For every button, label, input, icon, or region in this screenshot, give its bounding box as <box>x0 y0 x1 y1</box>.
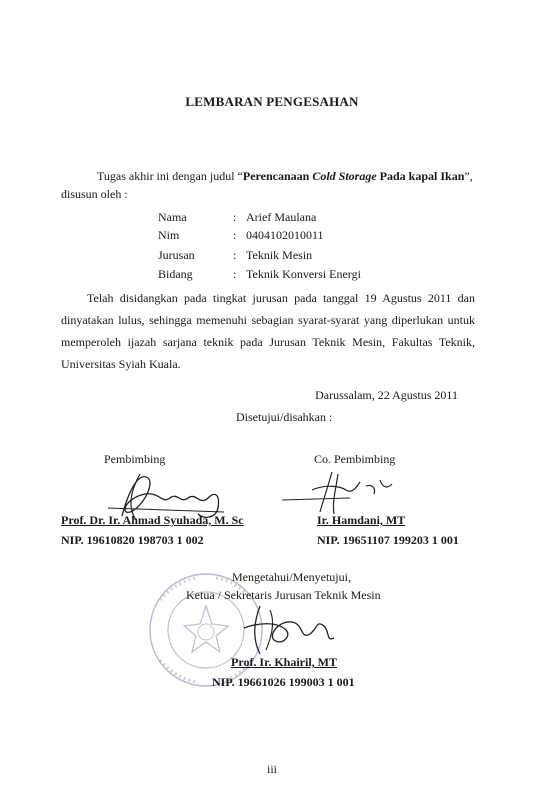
head-signature <box>230 600 350 660</box>
page-title: LEMBARAN PENGESAHAN <box>185 94 359 109</box>
field-colon: : <box>233 210 237 224</box>
field-label-bidang: Bidang <box>158 267 193 281</box>
field-label-nama: Nama <box>158 210 187 224</box>
intro-line <box>97 168 477 184</box>
intro-suffix: ”, <box>464 169 473 183</box>
field-value-jurusan: Teknik Mesin <box>246 248 313 262</box>
field-colon: : <box>233 228 237 242</box>
page-number: iii <box>266 762 277 776</box>
approved-label: Disetujui/disahkan : <box>236 410 333 424</box>
intro-line2: disusun oleh : <box>61 187 128 201</box>
supervisor-label: Pembimbing <box>104 452 166 466</box>
head-title: Ketua / Sekretaris Jurusan Teknik Mesin <box>186 588 381 602</box>
body-text: Telah disidangkan pada tingkat jurusan pada tanggal 19 Agustus 2011 dan dinyatakan lulus, sehingga memenuhi sebagian syarat-syarat yang diperlukan untuk memperoleh ijazah sarjana teknik pada Jurusan Teknik Mesin, Fakultas Teknik, Universitas Syiah Kuala. <box>61 291 475 371</box>
supervisor-name: Prof. Dr. Ir. Ahmad Syuhada, M. Sc <box>61 513 244 527</box>
field-value-nim: 0404102010011 <box>246 228 324 242</box>
field-value-bidang: Teknik Konversi Energi <box>246 267 361 281</box>
field-colon: : <box>233 267 237 281</box>
co-supervisor-signature <box>282 468 402 518</box>
co-supervisor-nip: NIP. 19651107 199203 1 001 <box>317 533 459 547</box>
head-name: Prof. Ir. Khairil, MT <box>231 655 337 669</box>
acknowledged-label: Mengetahui/Menyetujui, <box>232 570 351 584</box>
field-value-nama: Arief Maulana <box>246 210 317 224</box>
thesis-title-italic: Cold Storage <box>312 169 377 183</box>
co-supervisor-name: Ir. Hamdani, MT <box>317 513 406 527</box>
thesis-title-part1: Perencanaan <box>242 169 313 183</box>
field-colon: : <box>233 248 237 262</box>
place-date: Darussalam, 22 Agustus 2011 <box>315 388 458 402</box>
body-paragraph <box>61 287 475 375</box>
head-nip: NIP. 19661026 199003 1 001 <box>212 675 355 689</box>
co-supervisor-label: Co. Pembimbing <box>314 452 396 466</box>
supervisor-nip: NIP. 19610820 198703 1 002 <box>61 533 204 547</box>
thesis-title-part2: Pada kapal Ikan <box>376 169 465 183</box>
field-label-nim: Nim <box>158 228 180 242</box>
field-label-jurusan: Jurusan <box>158 248 195 262</box>
intro-prefix: Tugas akhir ini dengan judul “ <box>97 169 243 183</box>
